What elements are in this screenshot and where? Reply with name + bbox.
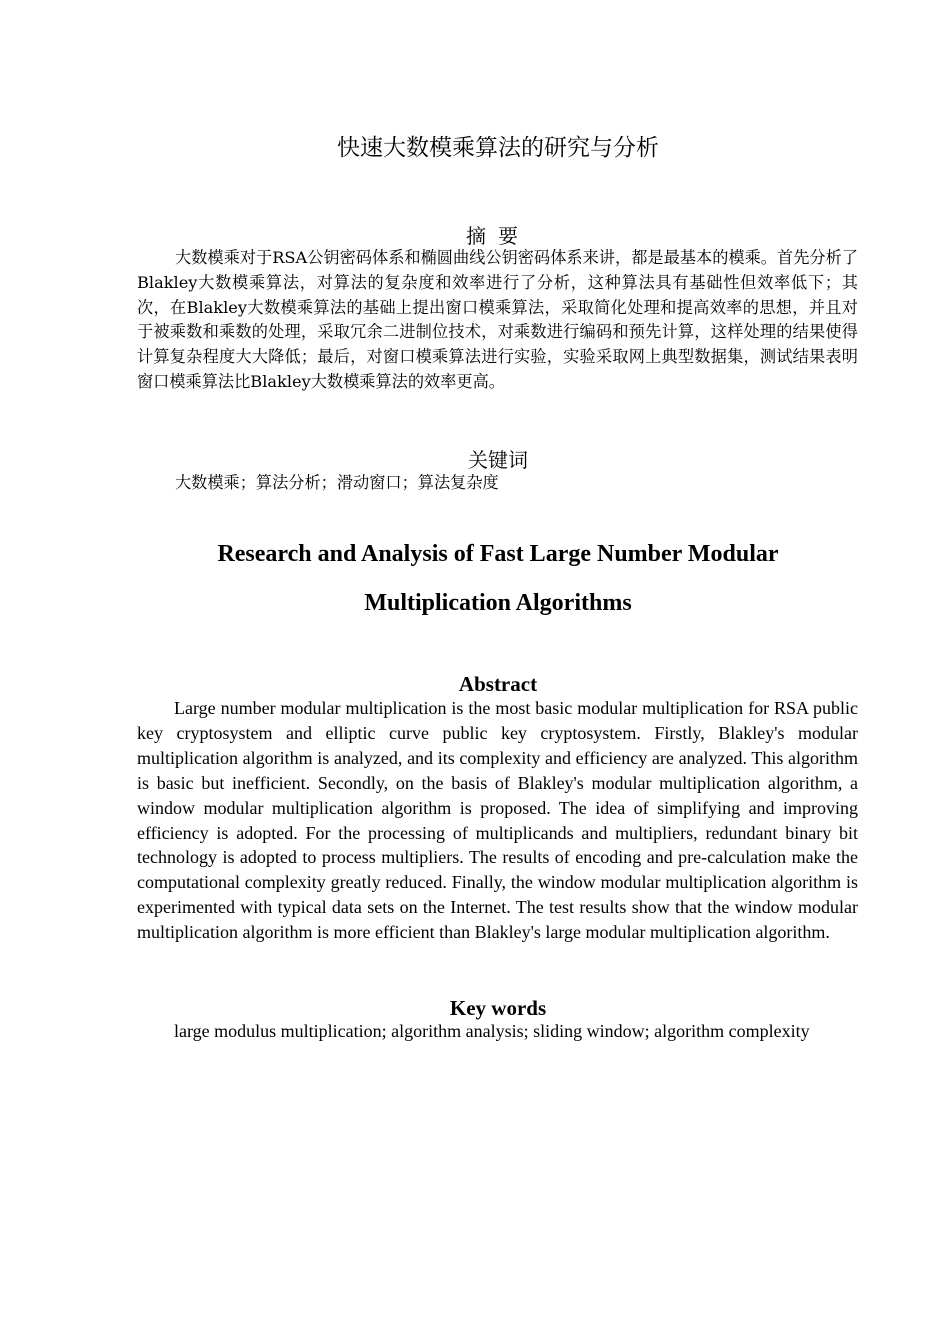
english-keywords-text: large modulus multiplication; algorithm analysis; sliding window; algorithm complexity [174, 1021, 810, 1041]
chinese-abstract-text: 大数模乘对于RSA公钥密码体系和椭圆曲线公钥密码体系来讲，都是最基本的模乘。首先分析了Blakley大数模乘算法，对算法的复杂度和效率进行了分析，这种算法具有基础性但效率低下；其次，在Blakley大数模乘算法的基础上提出窗口模乘算法，采取简化处理和提高效率的思想，并且对于被乘数和乘数的处理，采取冗余二进制位技术，对乘数进行编码和预先计算，这样处理的结果使得计算复杂程度大大降低；最后，对窗口模乘算法进行实验，实验采取网上典型数据集，测试结果表明窗口模乘算法比Blakley大数模乘算法的效率更高。 [137, 248, 858, 391]
english-title [0, 530, 950, 628]
english-title-line-2: Multiplication Algorithms [364, 590, 632, 616]
english-abstract-heading: Abstract [458, 672, 538, 696]
english-title-line-1: Research and Analysis of Fast Large Number Modular [217, 541, 779, 567]
chinese-title: 快速大数模乘算法的研究与分析 [337, 135, 659, 161]
chinese-keywords-text: 大数模乘；算法分析；滑动窗口；算法复杂度 [175, 473, 499, 492]
chinese-abstract-heading: 摘要 [466, 224, 530, 248]
english-keywords-heading: Key words [449, 996, 547, 1020]
chinese-keywords-heading: 关键词 [468, 448, 528, 472]
english-abstract-text: Large number modular multiplication is the most basic modular multiplication for RSA public key cryptosystem and elliptic curve public key cryptosystem. Firstly, Blakley's modular multiplication algorithm is analyzed, and its complexity and efficiency are analyzed. This algorithm is basic but inefficient. Secondly, on the basis of Blakley's modular multiplication algorithm, a window modular multiplication algorithm is proposed. The idea of simplifying and improving efficiency is adopted. For the processing of multiplicands and multipliers, redundant binary bit technology is adopted to process multipliers. The results of encoding and pre-calculation make the computational complexity greatly reduced. Finally, the window modular multiplication algorithm is experimented with typical data sets on the Internet. The test results show that the window modular multiplication algorithm is more efficient than Blakley's large modular multiplication algorithm. [137, 698, 858, 943]
